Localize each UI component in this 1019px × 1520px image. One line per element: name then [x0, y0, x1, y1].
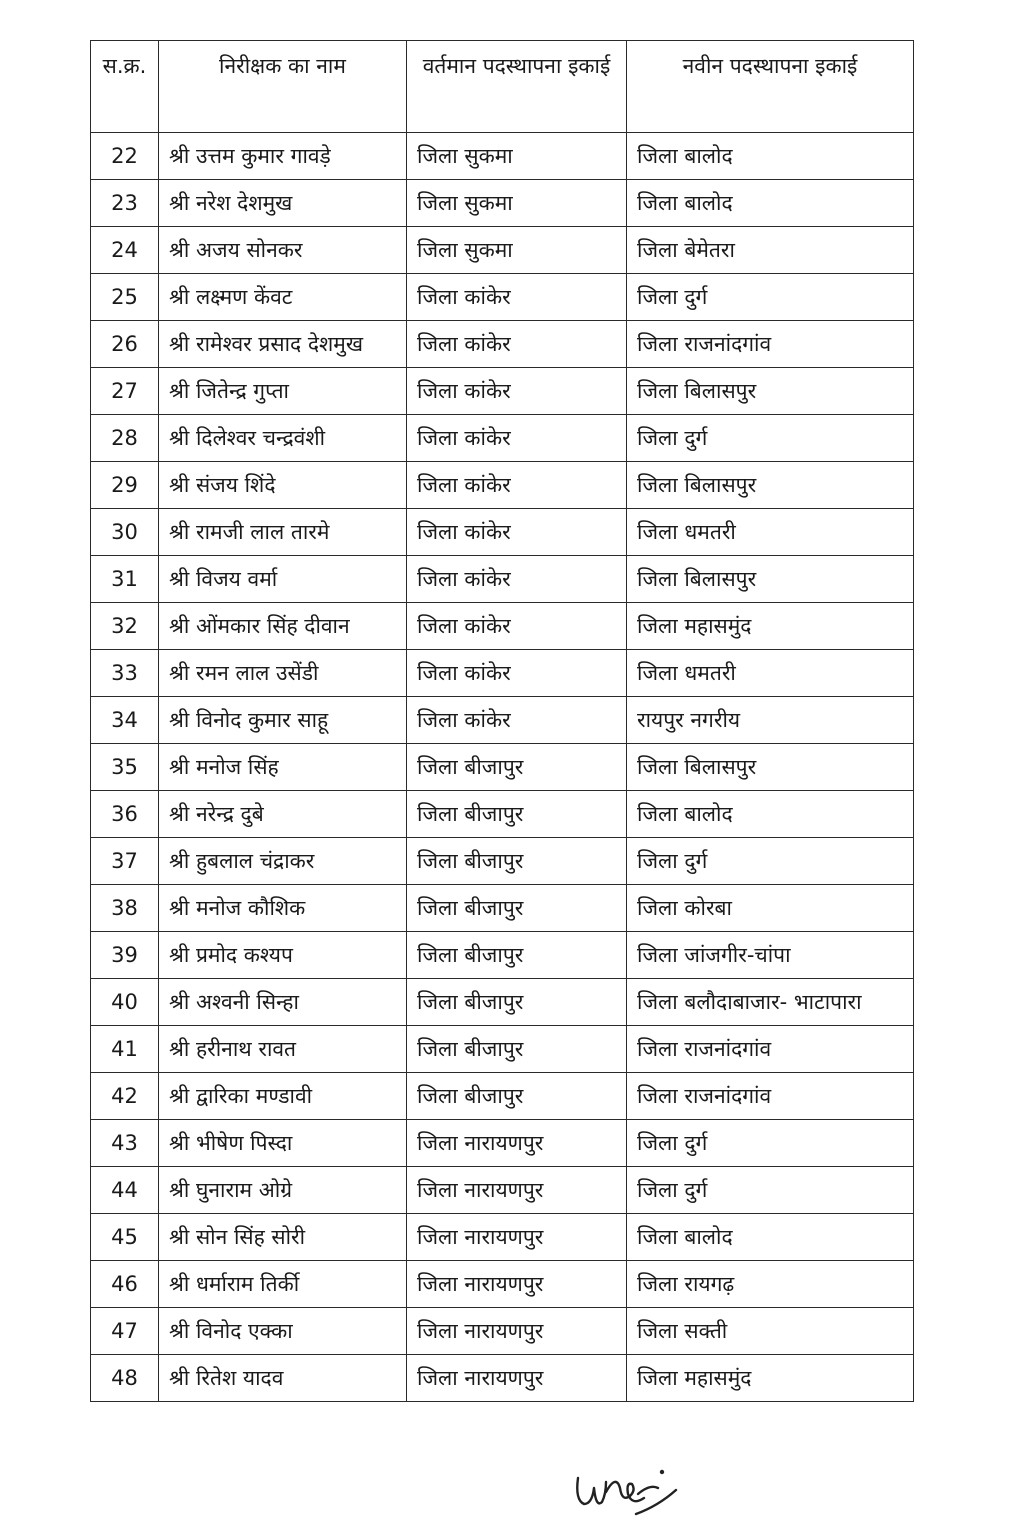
inspector-name-cell: श्री प्रमोद कश्यप — [159, 932, 407, 979]
new-unit-cell: जिला बेमेतरा — [627, 227, 914, 274]
new-unit-cell: जिला बालोद — [627, 133, 914, 180]
table-row — [91, 1214, 914, 1261]
new-unit-cell: जिला दुर्ग — [627, 274, 914, 321]
table-row — [91, 979, 914, 1026]
new-unit-cell: जिला जांजगीर-चांपा — [627, 932, 914, 979]
table-row — [91, 932, 914, 979]
serial-no-cell: 24 — [91, 227, 159, 274]
new-unit-cell: जिला बिलासपुर — [627, 462, 914, 509]
handwritten-signature — [572, 1464, 682, 1520]
inspector-name-cell: श्री अश्वनी सिन्हा — [159, 979, 407, 1026]
table-row — [91, 650, 914, 697]
serial-no-cell: 27 — [91, 368, 159, 415]
current-unit-cell: जिला बीजापुर — [407, 838, 627, 885]
posting-table — [90, 40, 914, 1402]
new-unit-cell: जिला महासमुंद — [627, 1355, 914, 1402]
current-unit-cell: जिला कांकेर — [407, 556, 627, 603]
serial-no-cell: 31 — [91, 556, 159, 603]
current-unit-cell: जिला सुकमा — [407, 227, 627, 274]
serial-no-cell: 47 — [91, 1308, 159, 1355]
table-row — [91, 1355, 914, 1402]
current-unit-cell: जिला नारायणपुर — [407, 1214, 627, 1261]
serial-no-cell: 28 — [91, 415, 159, 462]
new-unit-cell: जिला सक्ती — [627, 1308, 914, 1355]
table-row — [91, 274, 914, 321]
current-unit-cell: जिला नारायणपुर — [407, 1261, 627, 1308]
serial-no-cell: 42 — [91, 1073, 159, 1120]
current-unit-cell: जिला बीजापुर — [407, 744, 627, 791]
current-unit-cell: जिला बीजापुर — [407, 1073, 627, 1120]
header-current-unit: वर्तमान पदस्थापना इकाई — [407, 41, 627, 133]
current-unit-cell: जिला कांकेर — [407, 321, 627, 368]
table-row — [91, 1167, 914, 1214]
inspector-name-cell: श्री ओंमकार सिंह दीवान — [159, 603, 407, 650]
inspector-name-cell: श्री मनोज कौशिक — [159, 885, 407, 932]
serial-no-cell: 37 — [91, 838, 159, 885]
serial-no-cell: 38 — [91, 885, 159, 932]
serial-no-cell: 26 — [91, 321, 159, 368]
header-serial-no: स.क्र. — [91, 41, 159, 133]
table-row — [91, 791, 914, 838]
table-row — [91, 838, 914, 885]
serial-no-cell: 22 — [91, 133, 159, 180]
current-unit-cell: जिला कांकेर — [407, 509, 627, 556]
new-unit-cell: जिला बालोद — [627, 1214, 914, 1261]
current-unit-cell: जिला कांकेर — [407, 368, 627, 415]
inspector-name-cell: श्री संजय शिंदे — [159, 462, 407, 509]
new-unit-cell: जिला राजनांदगांव — [627, 1073, 914, 1120]
new-unit-cell: जिला बिलासपुर — [627, 556, 914, 603]
new-unit-cell: जिला कोरबा — [627, 885, 914, 932]
new-unit-cell: जिला बिलासपुर — [627, 744, 914, 791]
serial-no-cell: 39 — [91, 932, 159, 979]
serial-no-cell: 30 — [91, 509, 159, 556]
inspector-name-cell: श्री रामेश्वर प्रसाद देशमुख — [159, 321, 407, 368]
table-row — [91, 133, 914, 180]
table-row — [91, 415, 914, 462]
serial-no-cell: 48 — [91, 1355, 159, 1402]
inspector-name-cell: श्री जितेन्द्र गुप्ता — [159, 368, 407, 415]
inspector-name-cell: श्री विनोद एक्का — [159, 1308, 407, 1355]
serial-no-cell: 36 — [91, 791, 159, 838]
current-unit-cell: जिला बीजापुर — [407, 979, 627, 1026]
new-unit-cell: रायपुर नगरीय — [627, 697, 914, 744]
new-unit-cell: जिला दुर्ग — [627, 415, 914, 462]
table-row — [91, 1308, 914, 1355]
new-unit-cell: जिला दुर्ग — [627, 1120, 914, 1167]
new-unit-cell: जिला राजनांदगांव — [627, 321, 914, 368]
current-unit-cell: जिला कांकेर — [407, 650, 627, 697]
new-unit-cell: जिला बालोद — [627, 180, 914, 227]
table-row — [91, 1073, 914, 1120]
inspector-name-cell: श्री उत्तम कुमार गावड़े — [159, 133, 407, 180]
current-unit-cell: जिला कांकेर — [407, 462, 627, 509]
inspector-name-cell: श्री द्वारिका मण्डावी — [159, 1073, 407, 1120]
serial-no-cell: 25 — [91, 274, 159, 321]
new-unit-cell: जिला बालोद — [627, 791, 914, 838]
table-row — [91, 462, 914, 509]
inspector-name-cell: श्री रमन लाल उसेंडी — [159, 650, 407, 697]
table-row — [91, 744, 914, 791]
inspector-name-cell: श्री रितेश यादव — [159, 1355, 407, 1402]
inspector-name-cell: श्री अजय सोनकर — [159, 227, 407, 274]
current-unit-cell: जिला कांकेर — [407, 603, 627, 650]
table-row — [91, 368, 914, 415]
new-unit-cell: जिला दुर्ग — [627, 1167, 914, 1214]
serial-no-cell: 45 — [91, 1214, 159, 1261]
table-header-row — [91, 41, 914, 133]
header-new-unit: नवीन पदस्थापना इकाई — [627, 41, 914, 133]
serial-no-cell: 46 — [91, 1261, 159, 1308]
table-row — [91, 1120, 914, 1167]
inspector-name-cell: श्री लक्ष्मण केंवट — [159, 274, 407, 321]
table-row — [91, 556, 914, 603]
inspector-name-cell: श्री हरीनाथ रावत — [159, 1026, 407, 1073]
new-unit-cell: जिला धमतरी — [627, 509, 914, 556]
current-unit-cell: जिला बीजापुर — [407, 1026, 627, 1073]
current-unit-cell: जिला कांकेर — [407, 415, 627, 462]
serial-no-cell: 40 — [91, 979, 159, 1026]
inspector-name-cell: श्री सोन सिंह सोरी — [159, 1214, 407, 1261]
new-unit-cell: जिला राजनांदगांव — [627, 1026, 914, 1073]
inspector-name-cell: श्री भीषेण पिस्दा — [159, 1120, 407, 1167]
table-row — [91, 697, 914, 744]
new-unit-cell: जिला बलौदाबाजार- भाटापारा — [627, 979, 914, 1026]
table-row — [91, 227, 914, 274]
inspector-name-cell: श्री विनोद कुमार साहू — [159, 697, 407, 744]
new-unit-cell: जिला महासमुंद — [627, 603, 914, 650]
new-unit-cell: जिला दुर्ग — [627, 838, 914, 885]
serial-no-cell: 23 — [91, 180, 159, 227]
inspector-name-cell: श्री मनोज सिंह — [159, 744, 407, 791]
serial-no-cell: 33 — [91, 650, 159, 697]
current-unit-cell: जिला सुकमा — [407, 180, 627, 227]
serial-no-cell: 35 — [91, 744, 159, 791]
current-unit-cell: जिला बीजापुर — [407, 791, 627, 838]
table-row — [91, 509, 914, 556]
inspector-name-cell: श्री नरेश देशमुख — [159, 180, 407, 227]
table-row — [91, 603, 914, 650]
current-unit-cell: जिला सुकमा — [407, 133, 627, 180]
new-unit-cell: जिला बिलासपुर — [627, 368, 914, 415]
inspector-name-cell: श्री विजय वर्मा — [159, 556, 407, 603]
inspector-name-cell: श्री हुबलाल चंद्राकर — [159, 838, 407, 885]
inspector-name-cell: श्री नरेन्द्र दुबे — [159, 791, 407, 838]
table-body — [91, 133, 914, 1402]
current-unit-cell: जिला नारायणपुर — [407, 1120, 627, 1167]
new-unit-cell: जिला रायगढ़ — [627, 1261, 914, 1308]
current-unit-cell: जिला कांकेर — [407, 697, 627, 744]
header-inspector-name: निरीक्षक का नाम — [159, 41, 407, 133]
serial-no-cell: 43 — [91, 1120, 159, 1167]
table-row — [91, 321, 914, 368]
current-unit-cell: जिला नारायणपुर — [407, 1308, 627, 1355]
new-unit-cell: जिला धमतरी — [627, 650, 914, 697]
inspector-name-cell: श्री धर्माराम तिर्की — [159, 1261, 407, 1308]
current-unit-cell: जिला बीजापुर — [407, 885, 627, 932]
table-row — [91, 1026, 914, 1073]
table-row — [91, 885, 914, 932]
current-unit-cell: जिला नारायणपुर — [407, 1355, 627, 1402]
inspector-name-cell: श्री रामजी लाल तारमे — [159, 509, 407, 556]
serial-no-cell: 32 — [91, 603, 159, 650]
current-unit-cell: जिला नारायणपुर — [407, 1167, 627, 1214]
inspector-name-cell: श्री दिलेश्वर चन्द्रवंशी — [159, 415, 407, 462]
table-row — [91, 180, 914, 227]
serial-no-cell: 29 — [91, 462, 159, 509]
current-unit-cell: जिला बीजापुर — [407, 932, 627, 979]
inspector-name-cell: श्री घुनाराम ओग्रे — [159, 1167, 407, 1214]
table-row — [91, 1261, 914, 1308]
serial-no-cell: 41 — [91, 1026, 159, 1073]
serial-no-cell: 34 — [91, 697, 159, 744]
serial-no-cell: 44 — [91, 1167, 159, 1214]
current-unit-cell: जिला कांकेर — [407, 274, 627, 321]
